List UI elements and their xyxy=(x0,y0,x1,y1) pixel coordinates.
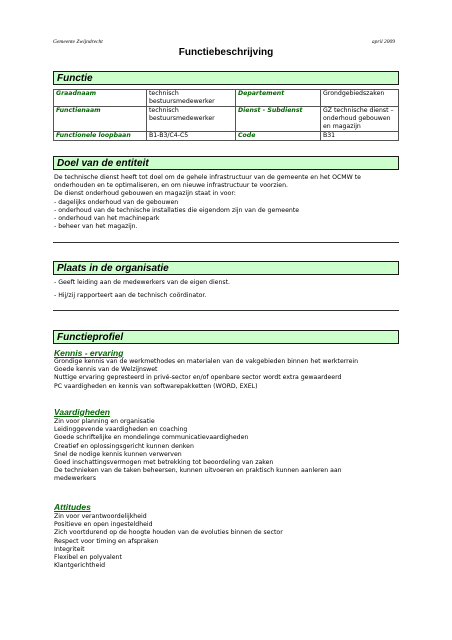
vaardigheden-line: Snel de nodige kennis kunnen verwerven xyxy=(54,450,182,458)
vaardigheden-line: Goed inschattingsvermogen met betrekking tot beoordeling van zaken xyxy=(54,459,274,467)
vaardigheden-line: Leidinggevende vaardigheden en coaching xyxy=(54,426,188,434)
doel-line: - onderhoud van het machinepark xyxy=(54,215,160,223)
doel-line: De technische dienst heeft tot doel om de gehele infrastructuur van de gemeente en het OCMW te xyxy=(54,174,361,181)
plaats-line: - Hij/zij rapporteert aan de technisch coördinator. xyxy=(54,292,207,300)
attitudes-line: Respect voor timing en afspraken xyxy=(54,537,159,545)
table-row xyxy=(54,107,399,132)
attitudes-line: Integriteit xyxy=(54,545,85,553)
kennis-subheading: Kennis - ervaring xyxy=(54,348,124,358)
attitudes-text xyxy=(54,513,400,570)
functienaam-label: Functienaam xyxy=(54,107,147,132)
graadnaam-label: Graadnaam xyxy=(54,90,147,107)
vaardigheden-line: Creatief en oplossingsgericht kunnen denken xyxy=(54,442,194,450)
departement-label: Departement xyxy=(236,90,321,107)
loopbaan-value: B1-B3/C4-C5 xyxy=(147,132,236,141)
attitudes-line: Positieve en open ingesteldheid xyxy=(54,521,153,529)
code-value: B31 xyxy=(321,132,399,141)
plaats-text xyxy=(54,279,400,300)
vaardigheden-text xyxy=(54,418,400,484)
section-functie-header: Functie xyxy=(53,71,399,85)
attitudes-line: Flexibel en polyvalent xyxy=(54,554,122,562)
code-label: Code xyxy=(236,132,321,141)
vaardigheden-subheading: Vaardigheden xyxy=(54,407,110,417)
section-profiel-header: Functieprofiel xyxy=(53,330,399,344)
function-info-table xyxy=(53,89,399,141)
section-plaats-header: Plaats in de organisatie xyxy=(53,261,399,275)
dienst-label: Dienst - Subdienst xyxy=(236,107,321,132)
vaardigheden-line: medewerkers xyxy=(54,475,96,483)
loopbaan-label: Functionele loopbaan xyxy=(54,132,147,141)
vaardigheden-line: De technieken van de taken beheersen, kunnen uitvoeren en praktisch kunnen aanleren aan xyxy=(54,467,342,475)
kennis-line: PC vaardigheden en kennis van softwarepakketten (WORD, EXEL) xyxy=(54,382,258,390)
dienst-value: GZ technische dienst – onderhoud gebouwen en magazijn xyxy=(321,107,399,132)
doel-line: onderhouden en te optimaliseren, en om nieuwe infrastructuur te voorzien. xyxy=(54,182,289,190)
doel-line: - onderhoud van de technische installaties die eigendom zijn van de gemeente xyxy=(54,206,300,214)
vaardigheden-line: Zin voor planning en organisatie xyxy=(54,418,155,425)
doel-line: De dienst onderhoud gebouwen en magazijn staat in voor: xyxy=(54,190,236,198)
attitudes-line: Zin voor verantwoordelijkheid xyxy=(54,513,147,520)
attitudes-line: Zich voortdurend op de hoogte houden van de evoluties binnen de sector xyxy=(54,529,283,537)
kennis-line: Goede kennis van de Welzijnswet xyxy=(54,366,158,374)
table-row xyxy=(54,132,399,141)
section-doel-header: Doel van de entiteit xyxy=(53,156,399,170)
kennis-text xyxy=(54,358,400,391)
header-organisation: Gemeente Zwijndrecht xyxy=(53,39,103,45)
kennis-line: Grondige kennis van de werkmethodes en materialen van de vakgebieden binnen het werkterrein xyxy=(54,358,359,365)
plaats-line: - Geeft leiding aan de medewerkers van de eigen dienst. xyxy=(54,279,231,286)
table-row xyxy=(54,90,399,107)
departement-value: Grondgebiedszaken xyxy=(321,90,399,107)
section-divider xyxy=(53,242,399,243)
functienaam-value: technisch bestuursmedewerker xyxy=(147,107,236,132)
attitudes-line: Klantgerichtheid xyxy=(54,562,106,570)
page-title: Functiebeschrijving xyxy=(178,47,274,58)
doel-line: - dagelijks onderhoud van de gebouwen xyxy=(54,198,179,206)
vaardigheden-line: Goede schriftelijke en mondelinge communicatievaardigheden xyxy=(54,434,249,442)
doel-text xyxy=(54,174,400,231)
section-divider xyxy=(53,310,399,311)
graadnaam-value: technisch bestuursmedewerker xyxy=(147,90,236,107)
doel-line: - beheer van het magazijn. xyxy=(54,223,138,231)
header-date: april 2009 xyxy=(371,39,395,45)
kennis-line: Nuttige ervaring gepresteerd in privé-sector en/of openbare sector wordt extra gewaardeerd xyxy=(54,374,342,382)
attitudes-subheading: Attitudes xyxy=(54,502,91,512)
